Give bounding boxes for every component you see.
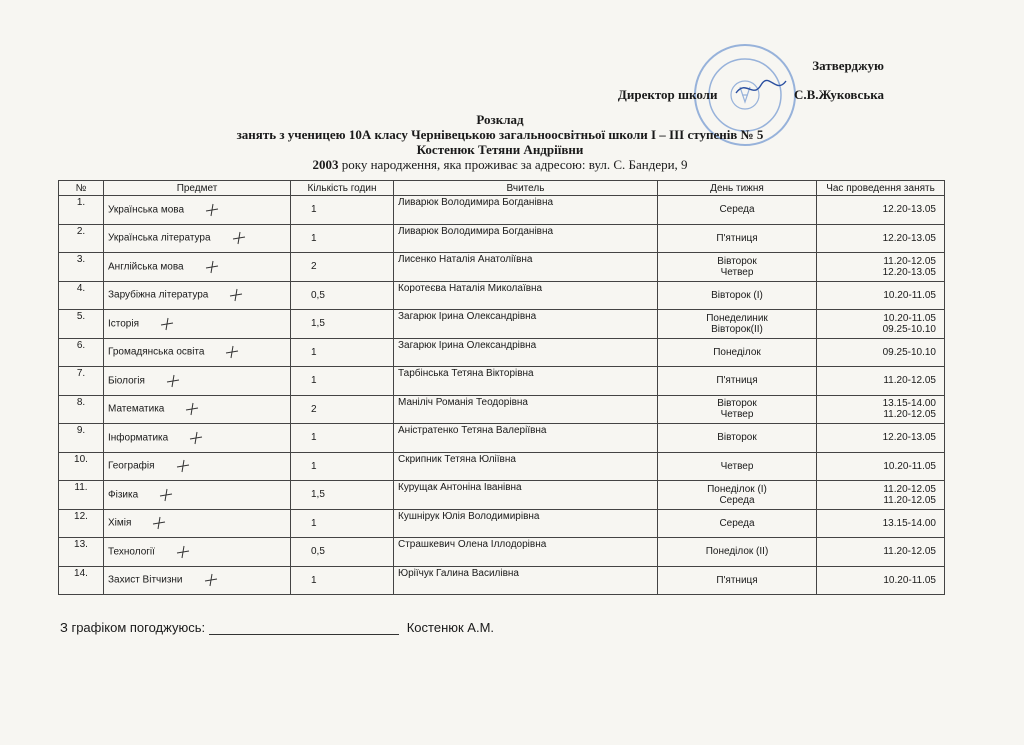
row-day	[658, 338, 817, 367]
row-number-text: 4.	[76, 282, 86, 294]
row-hours	[291, 452, 394, 481]
table-row	[59, 338, 945, 367]
row-day-text: Понеділок	[713, 346, 761, 358]
row-teacher	[394, 253, 658, 282]
row-time	[817, 424, 945, 453]
row-number-text: 9.	[76, 425, 86, 436]
row-hours-text: 2	[311, 403, 317, 415]
row-number	[59, 367, 104, 396]
row-hours	[291, 481, 394, 510]
row-teacher-text: Ливарюк Володимира Богданівна	[398, 225, 554, 237]
row-number	[59, 395, 104, 424]
row-number	[59, 281, 104, 310]
row-subject	[104, 481, 291, 510]
row-teacher	[394, 310, 658, 339]
row-subject	[104, 509, 291, 538]
row-time	[817, 395, 945, 424]
table-row	[59, 481, 945, 510]
row-time	[817, 481, 945, 510]
row-day	[658, 367, 817, 396]
table-row	[59, 281, 945, 310]
row-number	[59, 196, 104, 225]
row-teacher-text: Страшкевич Олена Іллодорівна	[398, 539, 547, 550]
row-subject-text: Інформатика	[108, 432, 169, 444]
row-day-text: П'ятниця	[716, 574, 758, 586]
row-time-text: 10.20-11.05 09.25-10.10	[882, 312, 936, 335]
row-time-text: 13.15-14.00	[882, 517, 936, 529]
row-subject-text: Громадянська освіта	[108, 346, 205, 358]
row-day-text: П'ятниця	[716, 375, 758, 387]
checkmark-icon	[184, 402, 200, 416]
row-number-text: 12.	[74, 510, 88, 522]
table-row	[59, 196, 945, 225]
document-heading	[180, 112, 820, 172]
director-label: Директор школи	[617, 87, 718, 102]
approval-title: Затверджую	[812, 58, 884, 73]
row-teacher-text: Загарюк Ірина Олександрівна	[398, 339, 537, 351]
row-day	[658, 509, 817, 538]
row-teacher-text: Коротеєва Наталія Миколаївна	[398, 282, 543, 294]
row-subject	[104, 424, 291, 453]
row-time-text: 11.20-12.05 12.20-13.05	[882, 255, 936, 278]
row-subject-text: Українська література	[108, 232, 211, 244]
row-day-text: Вівторок Четвер	[717, 398, 757, 421]
row-time	[817, 338, 945, 367]
row-teacher-text: Аністратенко Тетяна Валеріївна	[398, 425, 547, 436]
row-number-text: 6.	[76, 339, 86, 351]
row-time-text: 11.20-12.05	[883, 375, 936, 387]
checkmark-icon	[158, 488, 174, 502]
row-hours	[291, 338, 394, 367]
row-time-text: 12.20-13.05	[882, 204, 936, 216]
row-time-text: 10.20-11.05	[883, 460, 936, 472]
row-teacher-text: Загарюк Ірина Олександрівна	[398, 311, 537, 322]
table-row	[59, 395, 945, 424]
row-teacher	[394, 538, 658, 567]
header-subject: Предмет	[104, 181, 291, 196]
agreement-text: З графіком погоджуюсь:	[60, 620, 206, 635]
checkmark-icon	[228, 288, 244, 302]
row-day	[658, 395, 817, 424]
row-number-text: 3.	[76, 254, 86, 265]
header-teacher: Вчитель	[394, 181, 658, 196]
table-row	[59, 310, 945, 339]
row-day-text: Вівторок (І)	[711, 289, 763, 301]
row-time-text: 12.20-13.05	[882, 232, 936, 244]
row-subject	[104, 310, 291, 339]
birth-address: року народження, яка проживає за адресою: вул. С. Бандери, 9	[338, 157, 688, 172]
agreement-name: Костенюк А.М.	[406, 620, 495, 635]
row-day	[658, 481, 817, 510]
row-time	[817, 566, 945, 595]
row-hours	[291, 566, 394, 595]
row-teacher-text: Ливарюк Володимира Богданівна	[398, 197, 554, 208]
row-subject-text: Хімія	[108, 517, 132, 529]
row-teacher	[394, 452, 658, 481]
row-teacher-text: Лисенко Наталія Анатоліївна	[398, 254, 533, 265]
row-teacher	[394, 224, 658, 253]
table-row	[59, 509, 945, 538]
row-teacher	[394, 395, 658, 424]
row-teacher	[394, 281, 658, 310]
row-time	[817, 253, 945, 282]
row-number	[59, 224, 104, 253]
row-subject-text: Захист Вітчизни	[108, 574, 183, 586]
row-subject-text: Фізика	[108, 489, 139, 501]
row-subject	[104, 566, 291, 595]
row-day-text: Понеділок (І) Середа	[707, 483, 767, 506]
signature	[721, 77, 791, 103]
document-title: Розклад	[476, 112, 524, 127]
row-time	[817, 538, 945, 567]
row-time	[817, 196, 945, 225]
row-teacher-text: Тарбінська Тетяна Вікторівна	[398, 368, 534, 379]
document-subtitle: занять з ученицею 10А класу Чернівецькою загальноосвітньої школи І – ІІІ ступенів № 5	[236, 127, 764, 142]
row-subject-text: Зарубіжна література	[108, 289, 209, 301]
row-hours-text: 1	[311, 574, 317, 586]
row-time	[817, 509, 945, 538]
row-day	[658, 224, 817, 253]
row-teacher-text: Кушнірук Юлія Володимирівна	[398, 510, 540, 522]
row-time-text: 09.25-10.10	[882, 346, 936, 358]
table-body	[59, 196, 945, 595]
row-subject	[104, 224, 291, 253]
schedule-table	[58, 180, 945, 595]
row-time	[817, 452, 945, 481]
row-subject-text: Математика	[108, 403, 165, 415]
row-subject-text: Технології	[108, 546, 155, 558]
row-hours-text: 1	[311, 517, 317, 529]
row-number	[59, 253, 104, 282]
row-number	[59, 509, 104, 538]
checkmark-icon	[175, 459, 191, 473]
header-number: №	[59, 181, 104, 196]
row-hours-text: 1	[311, 432, 317, 444]
table-row	[59, 367, 945, 396]
row-hours	[291, 224, 394, 253]
row-hours-text: 1,5	[311, 318, 325, 330]
row-teacher	[394, 566, 658, 595]
row-hours-text: 2	[311, 261, 317, 273]
checkmark-icon	[165, 374, 181, 388]
row-day	[658, 538, 817, 567]
row-subject	[104, 253, 291, 282]
row-day	[658, 196, 817, 225]
row-teacher	[394, 481, 658, 510]
checkmark-icon	[188, 431, 204, 445]
row-day-text: Середа	[719, 204, 755, 216]
row-day	[658, 424, 817, 453]
table-row	[59, 424, 945, 453]
row-number	[59, 481, 104, 510]
row-number	[59, 566, 104, 595]
table-row	[59, 224, 945, 253]
row-hours-text: 1,5	[311, 489, 325, 501]
student-name: Костенюк Тетяни Андріївни	[416, 142, 584, 157]
checkmark-icon	[224, 345, 240, 359]
row-time-text: 10.20-11.05	[883, 289, 936, 301]
checkmark-icon	[204, 260, 220, 274]
checkmark-icon	[151, 516, 167, 530]
row-subject-text: Українська мова	[108, 204, 185, 216]
row-subject	[104, 338, 291, 367]
header-day: День тижня	[658, 181, 817, 196]
checkmark-icon	[203, 573, 219, 587]
birth-year: 2003	[312, 157, 339, 172]
row-hours	[291, 196, 394, 225]
row-hours-text: 0,5	[311, 546, 325, 558]
row-hours-text: 1	[311, 375, 317, 387]
row-day-text: Четвер	[720, 460, 754, 472]
director-name: С.В.Жуковська	[793, 87, 884, 102]
row-time-text: 11.20-12.05	[883, 546, 936, 558]
checkmark-icon	[159, 317, 175, 331]
row-time-text: 10.20-11.05	[883, 574, 936, 586]
row-teacher	[394, 367, 658, 396]
table-row	[59, 538, 945, 567]
row-number-text: 14.	[74, 567, 88, 579]
row-teacher-text: Курущак Антоніна Іванівна	[398, 482, 522, 493]
table-row	[59, 566, 945, 595]
row-time	[817, 310, 945, 339]
row-number-text: 13.	[74, 539, 88, 550]
row-subject	[104, 452, 291, 481]
row-hours	[291, 253, 394, 282]
row-teacher	[394, 509, 658, 538]
row-hours	[291, 509, 394, 538]
row-day-text: Понеделиник Вівторок(ІІ)	[706, 312, 768, 335]
row-hours-text: 1	[311, 346, 317, 358]
row-hours	[291, 367, 394, 396]
row-number	[59, 538, 104, 567]
checkmark-icon	[204, 203, 220, 217]
signature-line	[209, 622, 399, 635]
row-teacher	[394, 338, 658, 367]
row-subject-text: Географія	[108, 460, 155, 472]
row-subject	[104, 281, 291, 310]
row-time	[817, 224, 945, 253]
row-time-text: 13.15-14.00 11.20-12.05	[882, 398, 936, 421]
row-hours	[291, 395, 394, 424]
row-hours-text: 1	[311, 204, 317, 216]
row-number-text: 5.	[76, 311, 86, 322]
row-teacher	[394, 196, 658, 225]
row-time	[817, 281, 945, 310]
checkmark-icon	[231, 231, 247, 245]
row-subject	[104, 395, 291, 424]
row-number	[59, 424, 104, 453]
row-day-text: Вівторок Четвер	[717, 255, 757, 278]
row-day-text: Понеділок (ІІ)	[705, 546, 769, 558]
row-subject	[104, 367, 291, 396]
row-day-text: П'ятниця	[716, 232, 758, 244]
agreement-line	[60, 620, 494, 635]
row-number-text: 2.	[76, 225, 86, 237]
row-teacher-text: Маніліч Романія Теодорівна	[398, 396, 528, 408]
row-hours	[291, 281, 394, 310]
row-number	[59, 310, 104, 339]
row-subject	[104, 196, 291, 225]
row-number-text: 8.	[76, 396, 86, 408]
table-row	[59, 253, 945, 282]
row-time	[817, 367, 945, 396]
row-day-text: Середа	[719, 517, 755, 529]
row-number	[59, 452, 104, 481]
row-number-text: 1.	[76, 197, 86, 208]
row-hours-text: 1	[311, 460, 317, 472]
row-day	[658, 253, 817, 282]
row-hours	[291, 538, 394, 567]
birth-address-line	[180, 157, 820, 172]
row-number-text: 10.	[74, 453, 88, 465]
row-subject-text: Історія	[108, 318, 140, 330]
row-teacher-text: Скрипник Тетяна Юліївна	[398, 453, 516, 465]
table-row	[59, 452, 945, 481]
row-subject-text: Біологія	[108, 375, 145, 387]
row-subject	[104, 538, 291, 567]
row-day	[658, 566, 817, 595]
row-day	[658, 310, 817, 339]
row-number-text: 11.	[74, 482, 88, 493]
row-hours-text: 0,5	[311, 289, 325, 301]
header-time: Час проведення занять	[817, 181, 945, 196]
row-teacher-text: Юріїчук Галина Василівна	[398, 567, 519, 579]
checkmark-icon	[175, 545, 191, 559]
table-header-row	[59, 181, 945, 196]
row-day-text: Вівторок	[717, 432, 757, 444]
row-number-text: 7.	[76, 368, 86, 379]
row-hours	[291, 424, 394, 453]
row-day	[658, 281, 817, 310]
row-teacher	[394, 424, 658, 453]
row-time-text: 11.20-12.05 11.20-12.05	[883, 483, 936, 506]
row-hours	[291, 310, 394, 339]
header-hours: Кількість годин	[291, 181, 394, 196]
row-number	[59, 338, 104, 367]
row-time-text: 12.20-13.05	[882, 432, 936, 444]
row-hours-text: 1	[311, 232, 317, 244]
row-subject-text: Англійська мова	[108, 261, 184, 273]
approval-block	[618, 58, 884, 103]
row-day	[658, 452, 817, 481]
